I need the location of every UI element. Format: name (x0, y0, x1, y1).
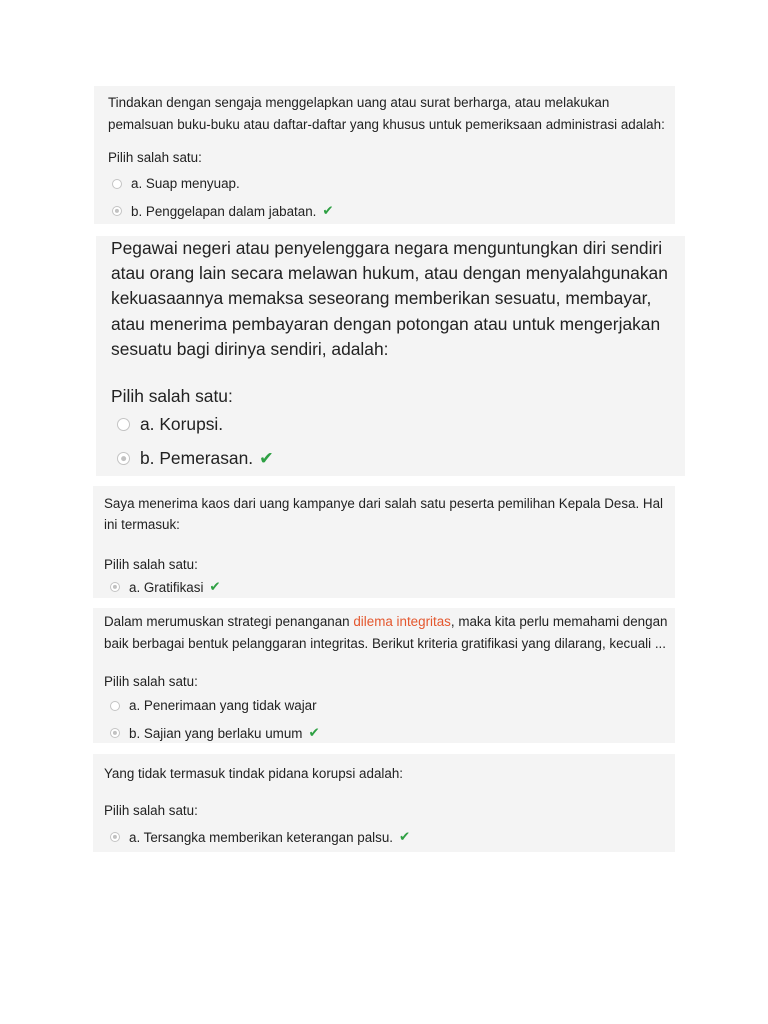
option-label: b. Sajian yang berlaku umum (129, 725, 303, 741)
radio-button-selected[interactable] (117, 452, 130, 465)
checkmark-icon: ✔ (209, 579, 221, 594)
option-a[interactable] (112, 176, 240, 191)
checkmark-icon: ✔ (322, 203, 334, 218)
question-card-5 (93, 754, 675, 852)
option-label: a. Penerimaan yang tidak wajar (129, 698, 317, 713)
question-text: Pegawai negeri atau penyelenggara negara menguntungkan diri sendiri atau orang lain secara melawan hukum, atau dengan menyalahgunakan kekuasaannya memaksa seseorang memberikan sesuatu, membayar, atau menerima pembayaran dengan potongan atau untuk mengerjakan sesuatu bagi dirinya sendiri, adalah: (111, 238, 668, 359)
option-label: a. Gratifikasi (129, 579, 204, 595)
option-a[interactable] (117, 414, 223, 435)
question-text-part: , maka kita perlu memahami dengan baik berbagai bentuk pelanggaran integritas. Berikut kriteria gratifikasi yang dilarang, kecuali ... (104, 614, 668, 651)
question-text (104, 611, 669, 655)
question-card-2 (96, 236, 685, 476)
radio-button-selected[interactable] (110, 582, 120, 592)
radio-button-selected[interactable] (112, 206, 122, 216)
option-a[interactable] (110, 579, 221, 595)
radio-button-selected[interactable] (110, 728, 120, 738)
choose-one-label: Pilih salah satu: (104, 557, 198, 572)
question-text-part: Dalam merumuskan strategi penanganan (104, 614, 354, 629)
question-text: Yang tidak termasuk tindak pidana korupsi adalah: (104, 766, 403, 781)
option-label: a. Tersangka memberikan keterangan palsu. (129, 829, 393, 845)
highlight-link[interactable]: dilema integritas (353, 614, 451, 629)
option-label: a. Suap menyuap. (131, 176, 240, 191)
option-b[interactable] (117, 448, 274, 469)
checkmark-icon: ✔ (259, 448, 274, 468)
option-label: a. Korupsi. (140, 414, 224, 434)
question-card-3 (93, 486, 675, 598)
radio-button[interactable] (110, 701, 120, 711)
choose-one-label: Pilih salah satu: (104, 674, 198, 689)
choose-one-label: Pilih salah satu: (104, 803, 198, 818)
question-text: Tindakan dengan sengaja menggelapkan uang atau surat berharga, atau melakukan pemalsuan buku-buku atau daftar-daftar yang khusus untuk pemeriksaan administrasi adalah: (108, 95, 665, 132)
option-a[interactable] (110, 829, 410, 845)
question-card-4 (93, 608, 675, 743)
checkmark-icon: ✔ (308, 725, 320, 740)
checkmark-icon: ✔ (399, 829, 411, 844)
option-b[interactable] (110, 725, 320, 741)
radio-button[interactable] (117, 418, 130, 431)
option-label: b. Penggelapan dalam jabatan. (131, 203, 317, 219)
radio-button[interactable] (112, 179, 122, 189)
option-label: b. Pemerasan. (140, 448, 254, 468)
choose-one-label: Pilih salah satu: (108, 150, 202, 165)
question-text: Saya menerima kaos dari uang kampanye dari salah satu peserta pemilihan Kepala Desa. Hal ini termasuk: (104, 496, 664, 532)
radio-button-selected[interactable] (110, 832, 120, 842)
question-card-1 (94, 86, 675, 224)
choose-one-label: Pilih salah satu: (111, 386, 233, 406)
option-a[interactable] (110, 698, 317, 713)
option-b[interactable] (112, 203, 334, 219)
